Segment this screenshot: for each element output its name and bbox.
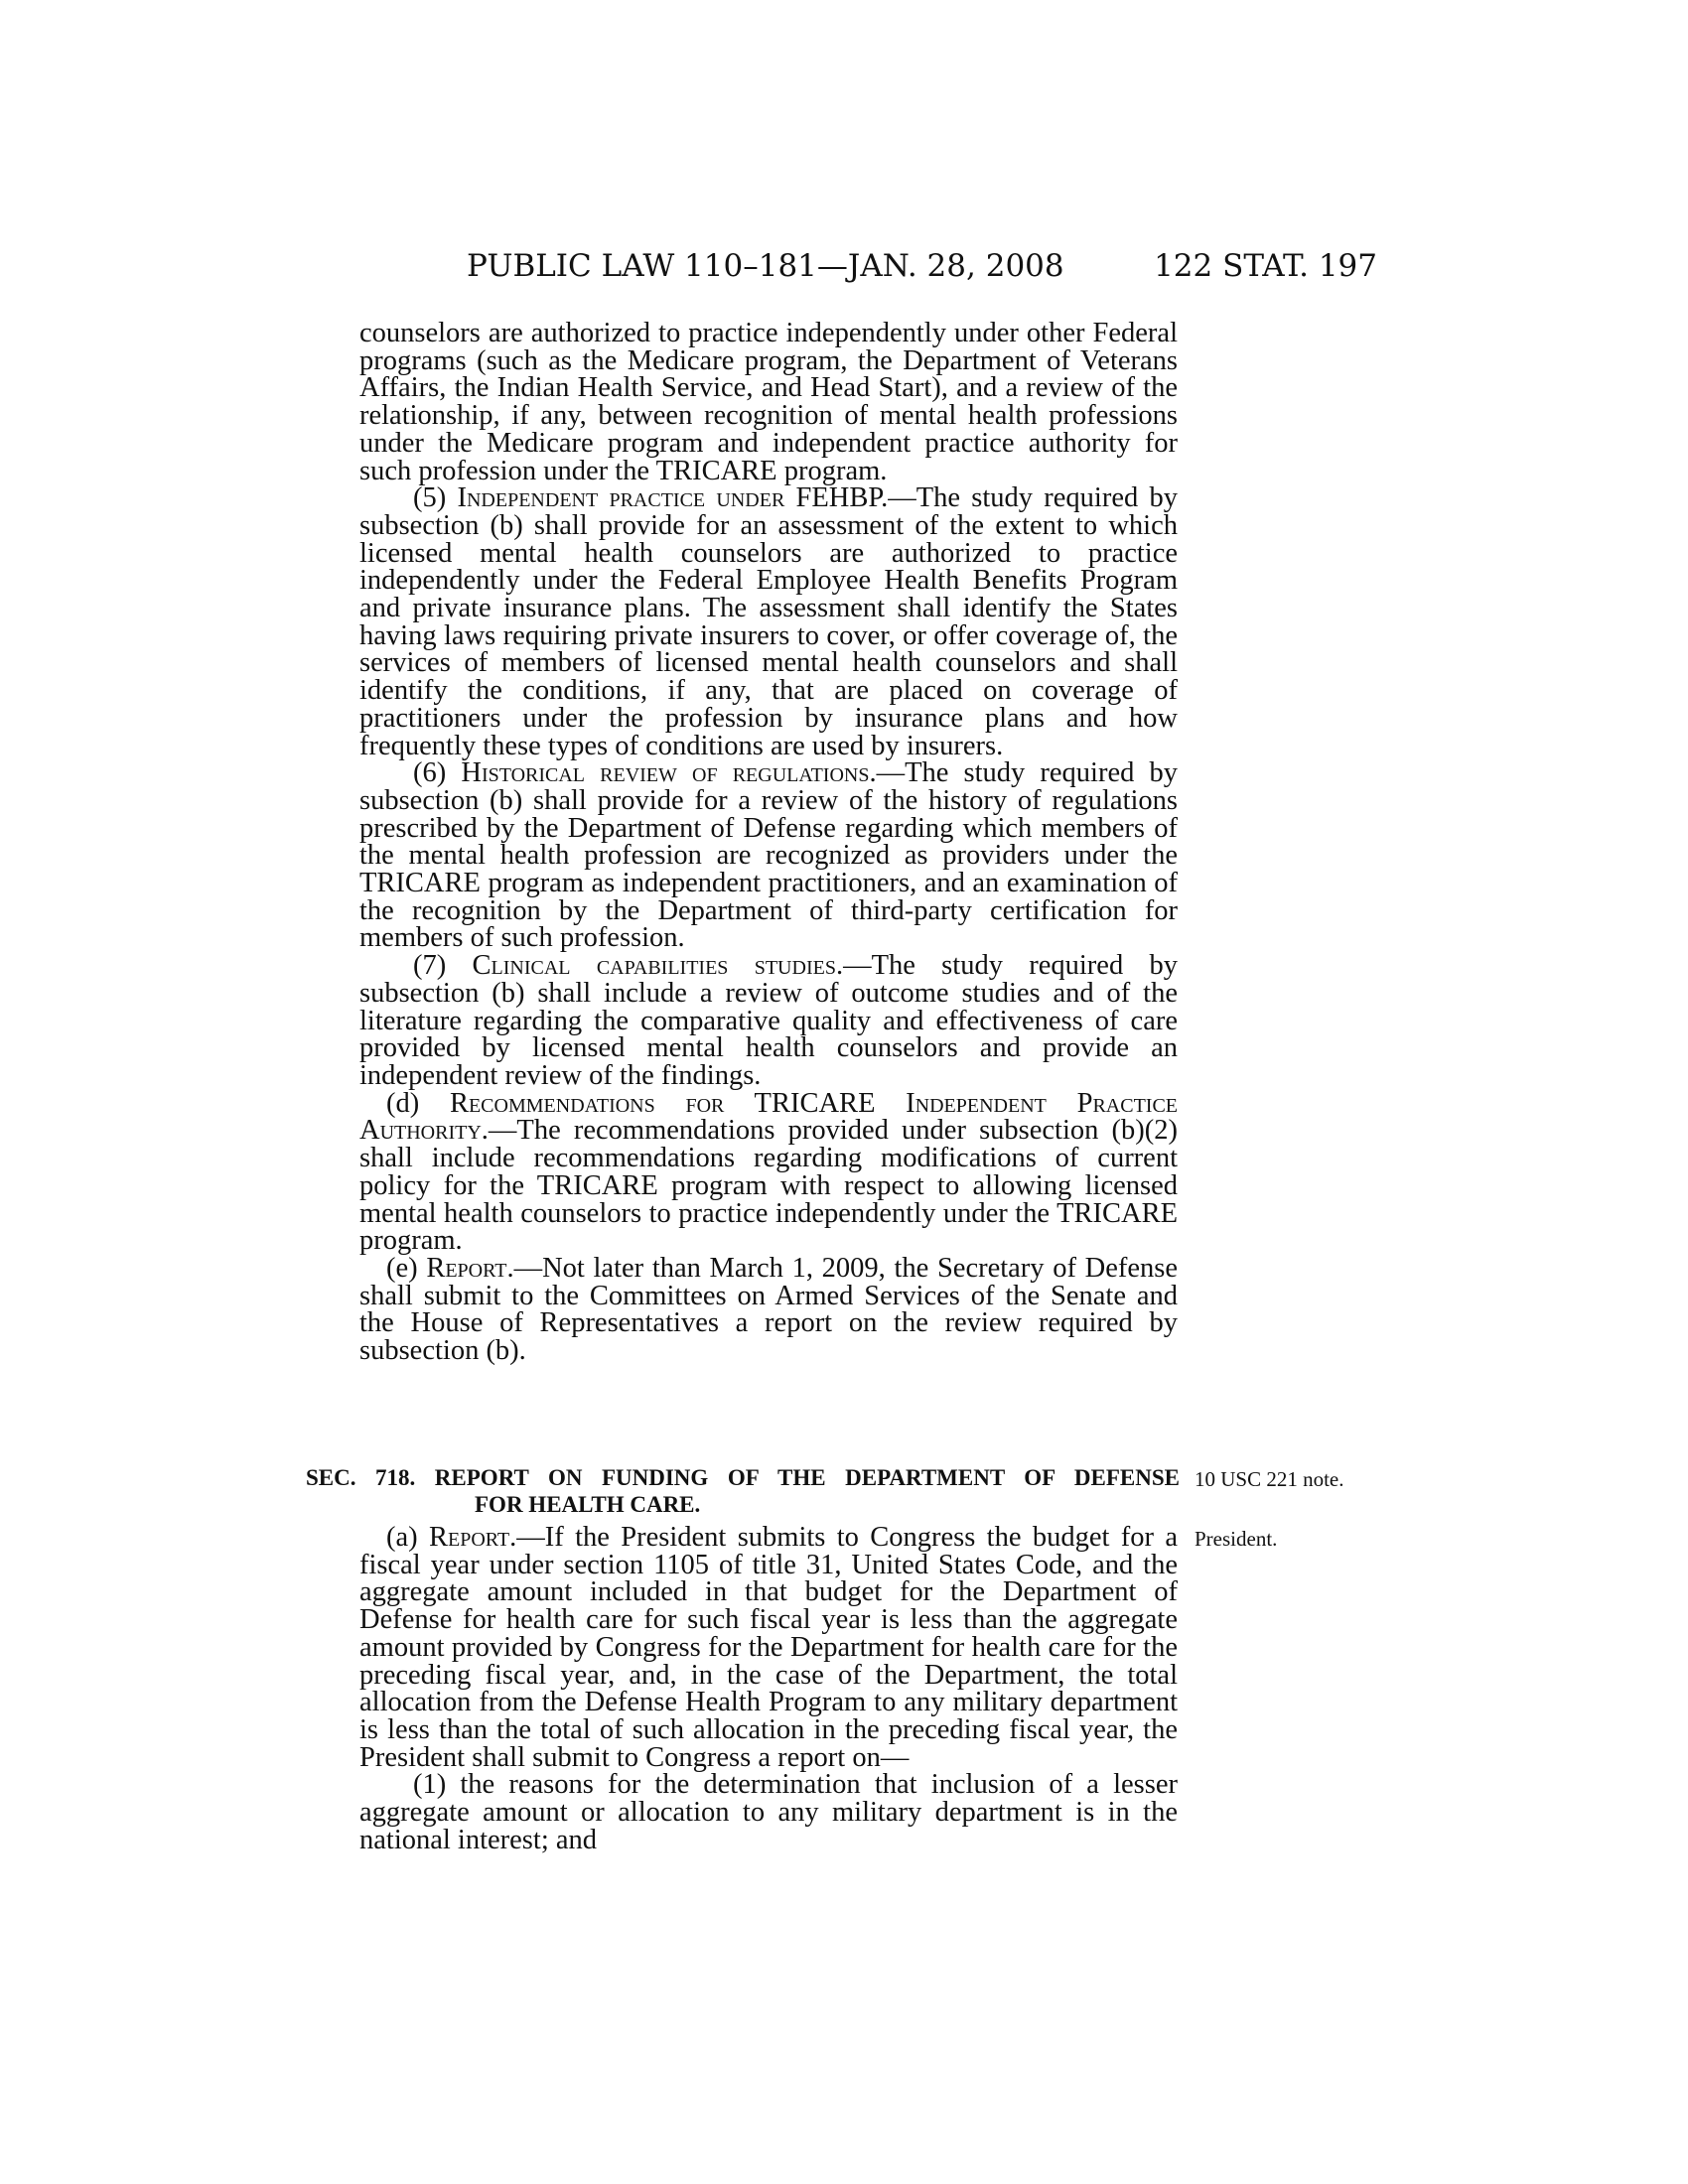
section-heading-line-1: SEC. 718. REPORT ON FUNDING OF THE DEPARTMENT OF DEFENSE <box>306 1465 1180 1490</box>
subsection-e-text: —Not later than March 1, 2009, the Secretary of Defense shall submit to the Committees on Armed Services of the Senate and the House of Representatives a report on the review required by subsection (b). <box>359 1252 1178 1367</box>
subsection-e-number: (e) <box>386 1252 418 1284</box>
paragraph-5-number: (5) <box>413 482 447 514</box>
subsection-a-heading: Report. <box>429 1522 517 1553</box>
paragraph-7-number: (7) <box>413 950 447 982</box>
body-text-lower <box>359 1524 1178 1853</box>
margin-note-president: President. <box>1195 1527 1278 1551</box>
running-header-title: PUBLIC LAW 110–181—JAN. 28, 2008 <box>467 248 1064 284</box>
subsection-a-text: —If the President submits to Congress the budget for a fiscal year under section 1105 of title 31, United States Code, and the aggregate amount included in that budget for the Department of Defense for health care for such fiscal year is less than the aggregate amount provided by Congress for the Department for health care for the preceding fiscal year, and, in the case of the Department, the total allocation from the Defense Health Program to any military department is less than the total of such allocation in the preceding fiscal year, the President shall submit to Congress a report on— <box>359 1522 1179 1773</box>
paragraph-7-heading: Clinical capabilities studies. <box>472 950 844 982</box>
paragraph-5 <box>359 484 1178 759</box>
section-heading <box>306 1464 1180 1518</box>
subsection-d <box>359 1087 1178 1257</box>
subsection-d-heading: Recommendations for TRICARE Independent Practice Authority. <box>359 1087 1178 1147</box>
subsection-e <box>359 1252 1178 1367</box>
subsection-a <box>359 1524 1178 1771</box>
paragraph-5-text: —The study required by subsection (b) shall provide for an assessment of the extent to which licensed mental health counselors are authorized to practice independently under the Federal Employee Health Benefits Program and private insurance plans. The assessment shall identify the States having laws requiring private insurers to cover, or offer coverage of, the services of members of licensed mental health counselors and shall identify the conditions, if any, that are placed on coverage of practitioners under the profession by insurance plans and how frequently these types of conditions are used by insurers. <box>359 482 1178 761</box>
paragraph-6-number: (6) <box>413 757 447 789</box>
page-stat-number: 122 STAT. 197 <box>1154 248 1377 284</box>
paragraph-7-text: —The study required by subsection (b) shall include a review of outcome studies and of the literature regarding the comparative quality and effectiveness of care provided by licensed mental health counselors and provide an independent review of the findings. <box>359 950 1178 1091</box>
subsection-d-number: (d) <box>386 1087 420 1119</box>
paragraph-6-text: —The study required by subsection (b) shall provide for a review of the history of regulations prescribed by the Department of Defense regarding which members of the mental health profession are recognized as providers under the TRICARE program as independent practitioners, and an examination of the recognition by the Department of third-party certification for members of such profession. <box>359 757 1178 954</box>
subsection-d-text: —The recommendations provided under subsection (b)(2) shall include recommendations regarding modifications of current policy for the TRICARE program with respect to allowing licensed mental health counselors to practice independently under the TRICARE program. <box>359 1115 1178 1257</box>
subsection-a-item-1: (1) the reasons for the determination that inclusion of a lesser aggregate amount or allocation to any military department is in the national interest; and <box>359 1769 1178 1855</box>
paragraph-7 <box>359 952 1178 1090</box>
paragraph-6 <box>359 759 1178 952</box>
paragraph-5-heading: Independent practice under FEHBP. <box>457 482 889 514</box>
section-heading-line-2: FOR HEALTH CARE. <box>475 1492 701 1517</box>
paragraph-6-heading: Historical review of regulations. <box>461 757 877 789</box>
subsection-a-number: (a) <box>386 1522 418 1553</box>
continued-paragraph: counselors are authorized to practice independently under other Federal programs (such as the Medicare program, the Department of Veterans Affairs, the Indian Health Service, and Head Start), and a review of the relationship, if any, between recognition of mental health professions under the Medicare program and independent practice authority for such profession under the TRICARE program. <box>359 318 1178 486</box>
subsection-e-heading: Report. <box>426 1252 514 1284</box>
margin-note-usc: 10 USC 221 note. <box>1195 1467 1344 1491</box>
body-text-upper <box>359 320 1178 1365</box>
